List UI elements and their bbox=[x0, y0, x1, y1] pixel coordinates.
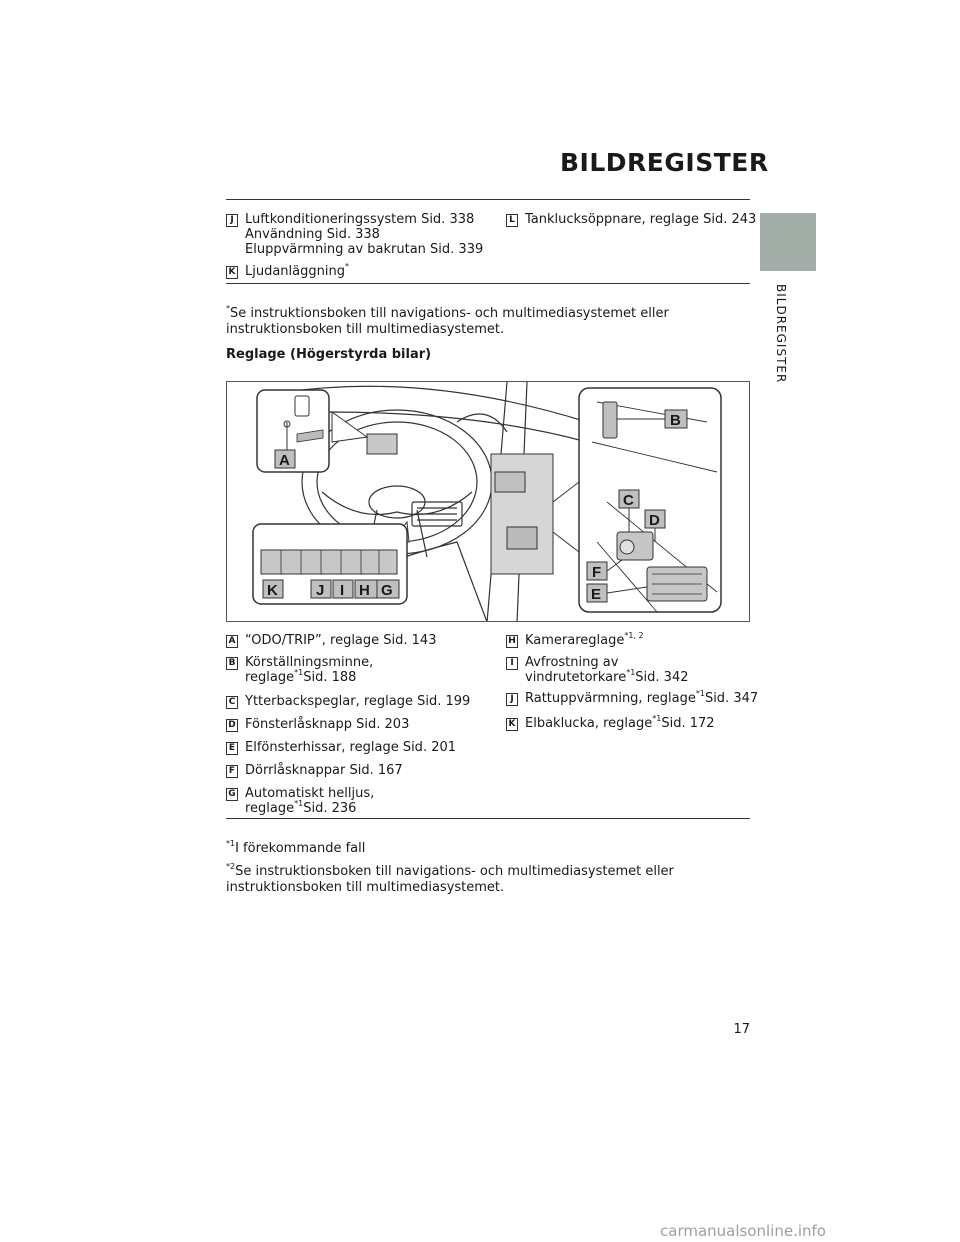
item-j: J Rattuppvärmning, reglage$^{*1}$Sid. 347 bbox=[506, 691, 758, 706]
odo-trip-highlight bbox=[367, 434, 397, 454]
item-k: K Elbaklucka, reglage$^{*1}$Sid. 172 bbox=[506, 716, 715, 731]
key-badge: H bbox=[506, 635, 518, 648]
key-badge: K bbox=[226, 266, 238, 279]
item-b: B Körställningsminne, reglage$^{*1}$Sid. 188 bbox=[226, 655, 373, 685]
side-tab-label: BILDREGISTER bbox=[774, 284, 788, 384]
note-top: *Se instruktionsboken till navigations- och multimediasystemet eller instruktionsboken till multimediasystemet. bbox=[226, 304, 669, 337]
header-rule bbox=[226, 199, 750, 200]
figure-label-k: K bbox=[267, 582, 278, 599]
key-badge: J bbox=[506, 693, 518, 706]
key-badge: F bbox=[226, 765, 238, 778]
key-badge: A bbox=[226, 635, 238, 648]
top-list-rule bbox=[226, 283, 750, 284]
item-a: A “ODO/TRIP”, reglage Sid. 143 bbox=[226, 633, 436, 648]
figure-label-c: C bbox=[623, 492, 634, 509]
key-badge: G bbox=[226, 788, 238, 801]
key-badge: B bbox=[226, 657, 238, 670]
item-c: C Ytterbackspeglar, reglage Sid. 199 bbox=[226, 694, 470, 709]
key-badge: E bbox=[226, 742, 238, 755]
cockpit-illustration bbox=[227, 382, 750, 622]
figure-label-i: I bbox=[340, 582, 345, 599]
figure-label-h: H bbox=[359, 582, 370, 599]
footnote-2: $^{*2}$Se instruktionsboken till navigations- och multimediasystemet eller instruktionsboken till multimediasystemet. bbox=[226, 862, 674, 895]
figure-label-b: B bbox=[670, 412, 681, 429]
figure-label-e: E bbox=[591, 586, 602, 603]
item-e: E Elfönsterhissar, reglage Sid. 201 bbox=[226, 740, 456, 755]
top-item-j: J Luftkonditioneringssystem Sid. 338 Användning Sid. 338 Eluppvärmning av bakrutan Sid. 339 bbox=[226, 212, 496, 257]
section-title: Reglage (Högerstyrda bilar) bbox=[226, 347, 432, 362]
top-item-k: K Ljudanläggning* bbox=[226, 264, 349, 279]
item-g: G Automatiskt helljus, reglage$^{*1}$Sid. 236 bbox=[226, 786, 374, 816]
figure-label-f: F bbox=[592, 564, 602, 581]
figure-label-d: D bbox=[649, 512, 660, 529]
key-badge: I bbox=[506, 657, 518, 670]
list-bottom-rule bbox=[226, 818, 750, 819]
key-badge: D bbox=[226, 719, 238, 732]
page-header-title: BILDREGISTER bbox=[560, 148, 769, 177]
item-h: H Kamerareglage$^{*1, 2}$ bbox=[506, 633, 644, 648]
key-badge: C bbox=[226, 696, 238, 709]
key-badge: J bbox=[226, 214, 238, 227]
callout-a bbox=[257, 390, 367, 472]
figure-label-j: J bbox=[316, 582, 325, 599]
top-item-l: L Tanklucksöppnare, reglage Sid. 243 bbox=[506, 212, 756, 227]
item-i: I Avfrostning av vindrutetorkare$^{*1}$Sid. 342 bbox=[506, 655, 689, 685]
page-number: 17 bbox=[733, 1022, 750, 1037]
side-tab bbox=[760, 213, 816, 271]
key-badge: L bbox=[506, 214, 518, 227]
watermark: carmanualsonline.info bbox=[660, 1222, 826, 1240]
footnote-1: $^{*1}$I förekommande fall bbox=[226, 839, 366, 856]
figure-label-g: G bbox=[381, 582, 393, 599]
controls-figure bbox=[226, 381, 750, 622]
item-d: D Fönsterlåsknapp Sid. 203 bbox=[226, 717, 409, 732]
figure-label-a: A bbox=[279, 452, 290, 469]
key-badge: K bbox=[506, 718, 518, 731]
item-f: F Dörrlåsknappar Sid. 167 bbox=[226, 763, 403, 778]
